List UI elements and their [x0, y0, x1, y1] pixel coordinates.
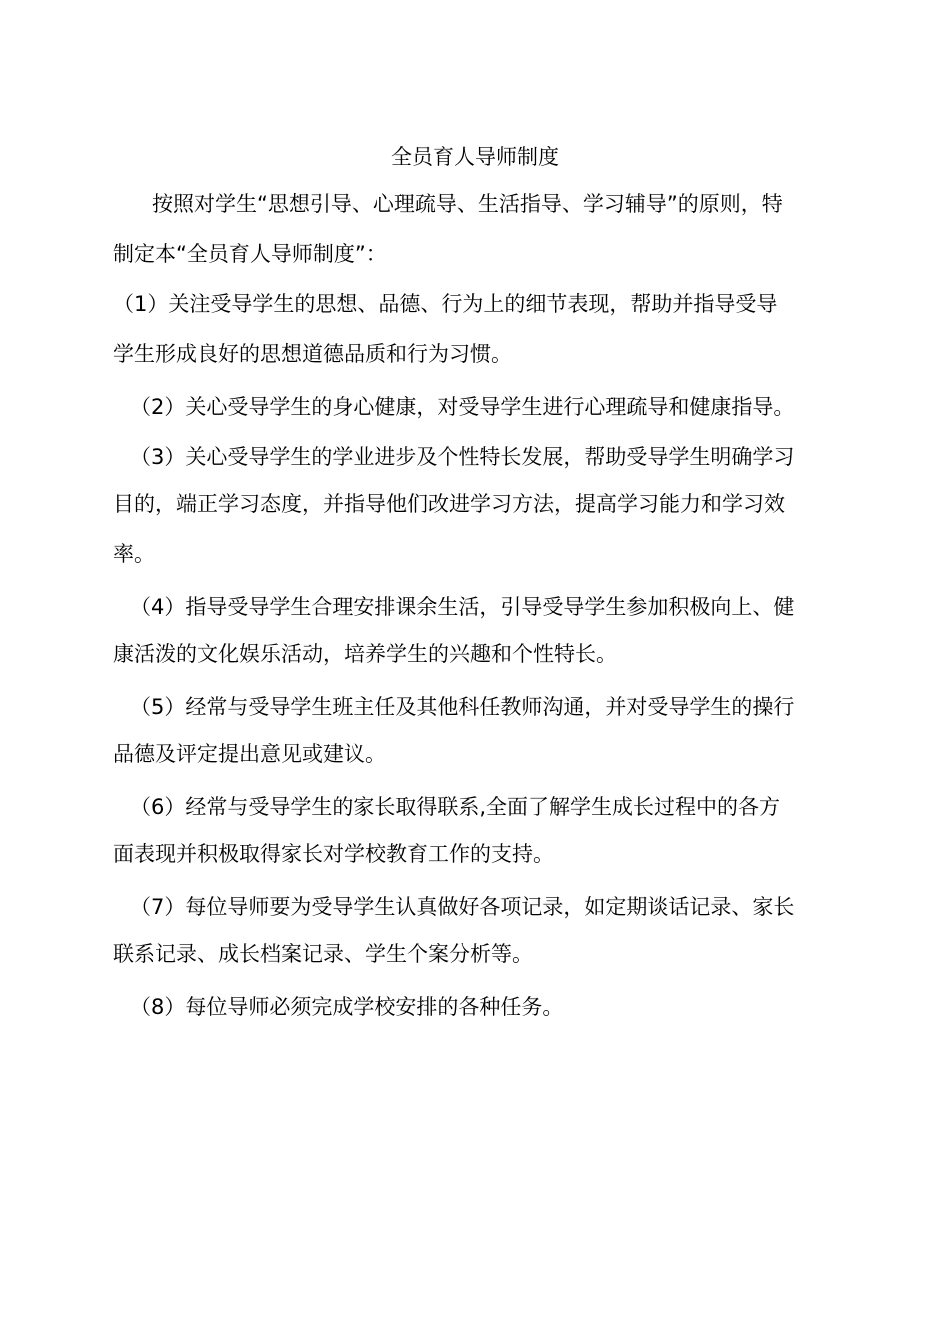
item-1-line-2: 学生形成良好的思想道德品质和行为习惯。: [113, 342, 512, 366]
item-3-line-2: 目的，端正学习态度，并指导他们改进学习方法，提高学习能力和学习效: [113, 492, 785, 516]
item-3-line-1: （3）关心受导学生的学业进步及个性特长发展，帮助受导学生明确学习: [130, 445, 795, 469]
item-1-line-1: （1）关注受导学生的思想、品德、行为上的细节表现，帮助并指导受导: [113, 292, 778, 316]
document-title: 全员育人导师制度: [391, 145, 559, 169]
intro-line-1: 按照对学生“思想引导、心理疏导、生活指导、学习辅导”的原则，特: [152, 192, 783, 216]
item-6-line-2: 面表现并积极取得家长对学校教育工作的支持。: [113, 842, 554, 866]
intro-line-2: 制定本“全员育人导师制度”：: [113, 242, 387, 266]
item-4-line-1: （4）指导受导学生合理安排课余生活，引导受导学生参加积极向上、健: [130, 595, 795, 619]
item-8-line-1: （8）每位导师必须完成学校安排的各种任务。: [130, 995, 564, 1019]
item-6-line-1: （6）经常与受导学生的家长取得联系,全面了解学生成长过程中的各方: [130, 795, 781, 819]
item-3-line-3: 率。: [113, 542, 155, 566]
item-7-line-1: （7）每位导师要为受导学生认真做好各项记录，如定期谈话记录、家长: [130, 895, 795, 919]
item-4-line-2: 康活泼的文化娱乐活动，培养学生的兴趣和个性特长。: [113, 642, 617, 666]
item-2-line-1: （2）关心受导学生的身心健康，对受导学生进行心理疏导和健康指导。: [130, 395, 795, 419]
item-7-line-2: 联系记录、成长档案记录、学生个案分析等。: [113, 942, 533, 966]
item-5-line-2: 品德及评定提出意见或建议。: [113, 742, 386, 766]
item-5-line-1: （5）经常与受导学生班主任及其他科任教师沟通，并对受导学生的操行: [130, 695, 795, 719]
